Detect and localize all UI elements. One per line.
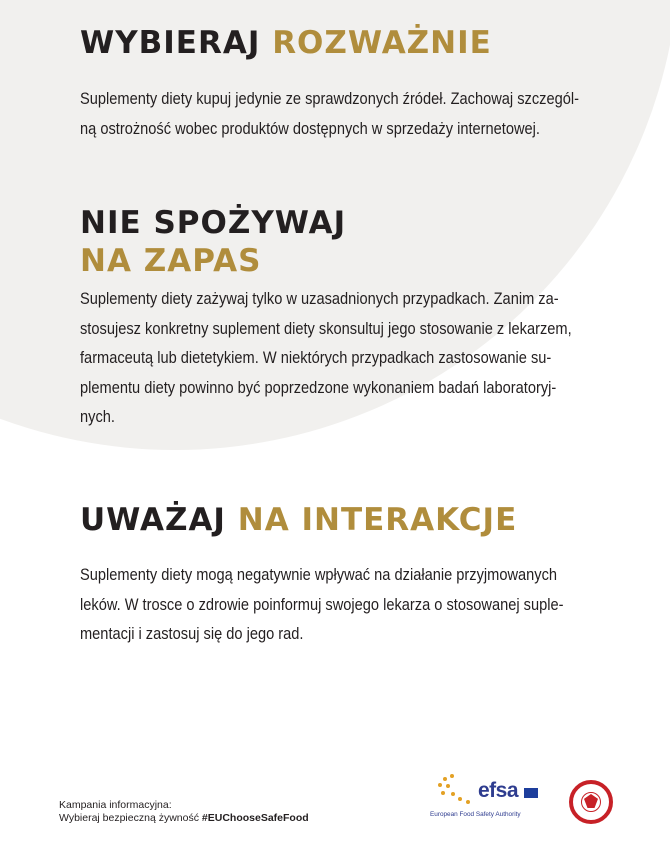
section-2-line: farmaceutą lub dietetykiem. W niektórych przypadkach zastosowanie su- xyxy=(80,348,552,367)
section-2-heading-gold xyxy=(80,240,261,282)
campaign-slogan xyxy=(59,812,309,825)
eu-flag-icon xyxy=(524,788,538,798)
section-3-body xyxy=(80,560,596,649)
section-1-line: ną ostrożność wobec produktów dostępnych w sprzedaży internetowej. xyxy=(80,118,540,138)
campaign-footer xyxy=(59,799,309,825)
campaign-label: Kampania informacyjna: xyxy=(59,799,172,811)
section-3-line: mentacji i zastosuj się do jego rad. xyxy=(80,624,304,643)
campaign-slogan-text: Wybieraj bezpieczną żywność xyxy=(59,812,202,824)
section-2-line: plementu diety powinno być poprzedzone wykonaniem badań laboratoryj- xyxy=(80,377,557,397)
section-2-body xyxy=(80,284,596,432)
efsa-caption: European Food Safety Authority xyxy=(430,811,521,818)
section-3-heading xyxy=(80,499,517,541)
campaign-hashtag: #EUChooseSafeFood xyxy=(201,812,309,824)
section-2-line: stosujesz konkretny suplement diety skonsultuj jego stosowanie z lekarzem, xyxy=(80,318,572,338)
section-1-body xyxy=(80,84,596,143)
section-2-line: nych. xyxy=(80,407,115,426)
section-3-heading-gold: NA INTERAKCJE xyxy=(237,502,518,538)
section-3-line: Suplementy diety mogą negatywnie wpływać na działanie przyjmowanych xyxy=(80,565,558,584)
section-3-line: leków. W trosce o zdrowie poinformuj swojego lekarza o stosowanej suple- xyxy=(80,594,564,614)
sanitary-inspection-seal-icon xyxy=(569,780,613,824)
section-1-heading-gold: ROZWAŻNIE xyxy=(272,25,492,61)
section-1-line: Suplementy diety kupuj jedynie ze sprawdzonych źródeł. Zachowaj szczegól- xyxy=(80,89,579,108)
section-3-heading-dark: UWAŻAJ xyxy=(80,502,226,538)
efsa-wordmark: efsa xyxy=(478,779,519,802)
section-1-heading-dark: WYBIERAJ xyxy=(80,25,261,61)
section-2-line: Suplementy diety zażywaj tylko w uzasadnionych przypadkach. Zanim za- xyxy=(80,289,559,308)
section-1-heading xyxy=(80,22,492,64)
efsa-logo xyxy=(428,771,546,825)
section-2-heading-dark: NIE SPOŻYWAJ xyxy=(80,205,347,241)
section-2-heading-gold-text: NA ZAPAS xyxy=(80,243,262,279)
